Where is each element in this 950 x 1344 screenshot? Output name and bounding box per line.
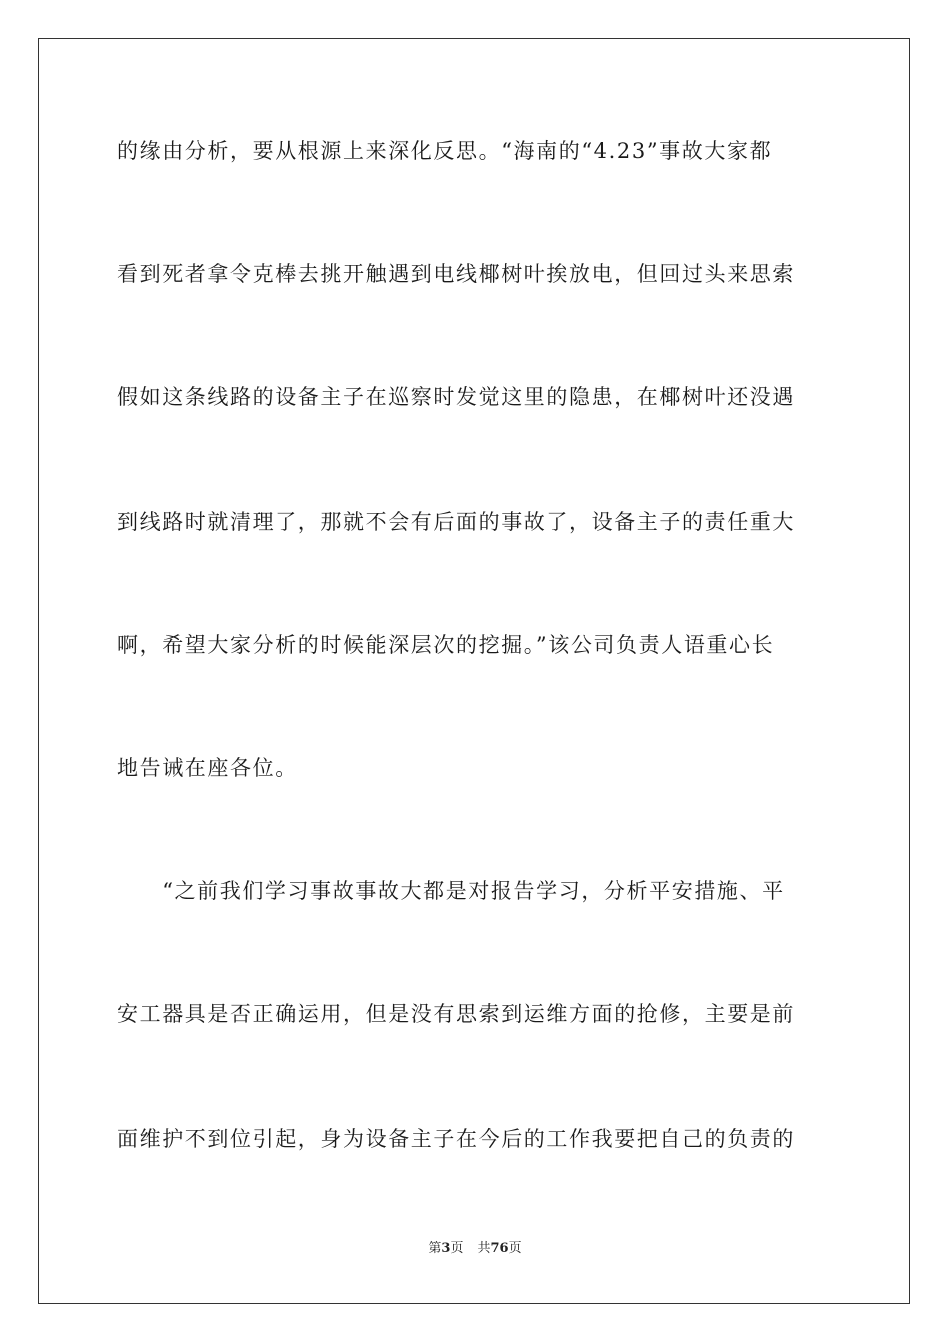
page-number: 3	[441, 1241, 451, 1256]
total-suffix: 页	[508, 1241, 522, 1256]
page-border	[38, 38, 910, 1304]
body-text-line-4: 到线路时就清理了，那就不会有后面的事故了，设备主子的责任重大	[117, 510, 795, 534]
body-text-line-7: “之前我们学习事故事故大都是对报告学习，分析平安措施、平	[117, 879, 785, 903]
page-suffix: 页	[450, 1241, 464, 1256]
total-pages: 76	[490, 1241, 509, 1256]
body-text-line-6: 地告诫在座各位。	[117, 756, 298, 780]
body-text-line-3: 假如这条线路的设备主子在巡察时发觉这里的隐患，在椰树叶还没遇	[117, 385, 795, 409]
total-prefix: 共	[477, 1241, 491, 1256]
body-text-line-2: 看到死者拿令克棒去挑开触遇到电线椰树叶挨放电，但回过头来思索	[117, 262, 795, 286]
body-text-line-5: 啊，希望大家分析的时候能深层次的挖掘。”该公司负责人语重心长	[117, 633, 775, 657]
page-prefix: 第	[428, 1241, 442, 1256]
body-text-line-8: 安工器具是否正确运用，但是没有思索到运维方面的抢修，主要是前	[117, 1002, 795, 1026]
body-text-line-9: 面维护不到位引起，身为设备主子在今后的工作我要把自己的负责的	[117, 1127, 795, 1151]
page-footer	[0, 1240, 950, 1258]
body-text-line-1: 的缘由分析，要从根源上来深化反思。“海南的“4.23”事故大家都	[117, 139, 773, 163]
